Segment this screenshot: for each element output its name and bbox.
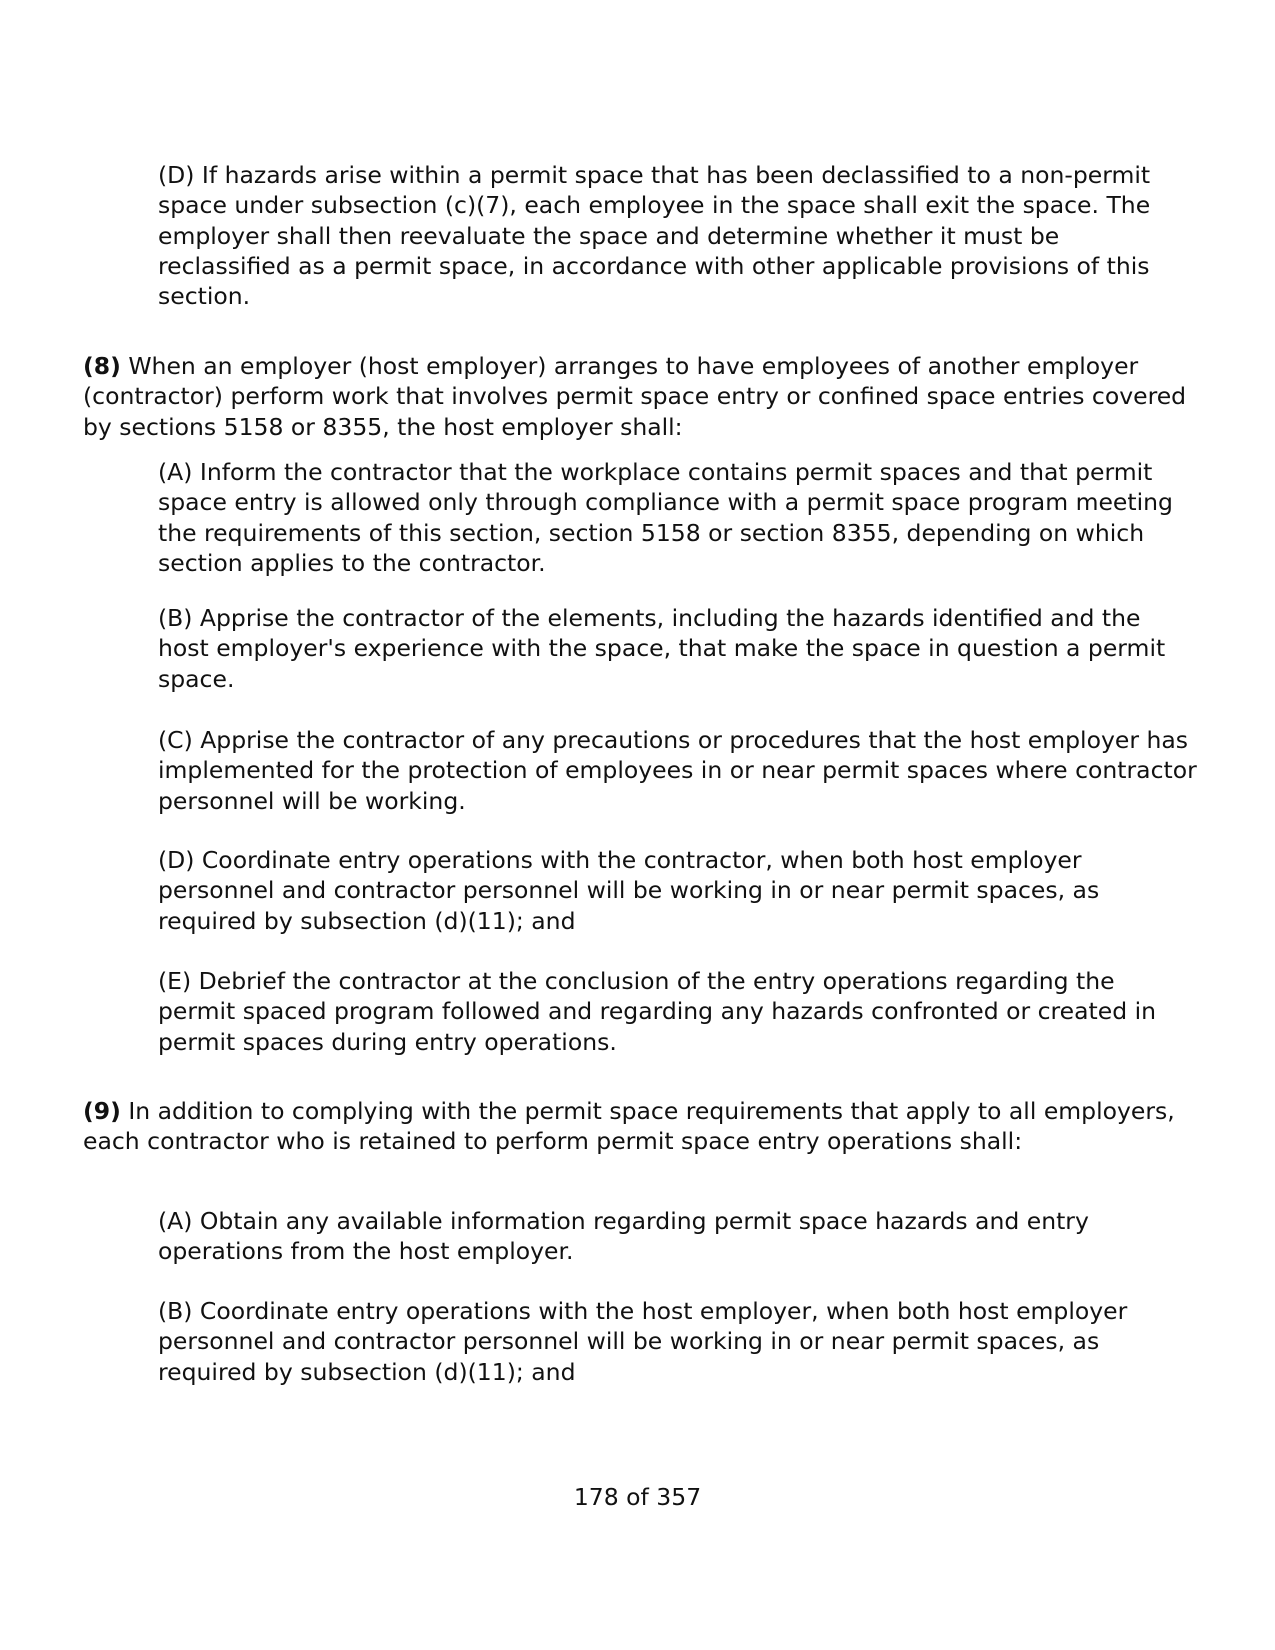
paragraph-8-marker: (8) <box>83 352 121 380</box>
paragraph-8b: (B) Apprise the contractor of the elements, including the hazards identified and the host employer's experience with the space, that make the space in question a permit space. <box>158 604 1166 693</box>
paragraph-8a: (A) Inform the contractor that the workplace contains permit spaces and that permit space entry is allowed only through compliance with a permit space program meeting the requirements of this section, section 5158 or section 8355, depending on which section applies to the contractor. <box>158 458 1173 577</box>
paragraph-9-text: In addition to complying with the permit space requirements that apply to all employers, each contractor who is retained to perform permit space entry operations shall: <box>83 1097 1175 1156</box>
paragraph-9a: (A) Obtain any available information regarding permit space hazards and entry operations from the host employer. <box>158 1207 1089 1266</box>
paragraph-8c: (C) Apprise the contractor of any precautions or procedures that the host employer has implemented for the protection of employees in or near permit spaces where contractor personnel will be working. <box>158 726 1197 815</box>
paragraph-8e: (E) Debrief the contractor at the conclusion of the entry operations regarding the permit spaced program followed and regarding any hazards confronted or created in permit spaces during entry operations. <box>158 967 1157 1056</box>
paragraph-9b: (B) Coordinate entry operations with the host employer, when both host employer personnel and contractor personnel will be working in or near permit spaces, as required by subsection (d)(11); and <box>158 1297 1128 1386</box>
paragraph-9 <box>83 1096 1198 1157</box>
paragraph-8d: (D) Coordinate entry operations with the contractor, when both host employer personnel and contractor personnel will be working in or near permit spaces, as required by subsection (d)(11); and <box>158 846 1100 935</box>
paragraph-8-text: When an employer (host employer) arranges to have employees of another employer (contractor) perform work that involves permit space entry or confined space entries covered by sections 5158 or 8355, the host employer shall: <box>83 352 1187 441</box>
paragraph-8 <box>83 351 1198 442</box>
paragraph-d-declassified: (D) If hazards arise within a permit space that has been declassified to a non-permit space under subsection (c)(7), each employee in the space shall exit the space. The employer shall then reevaluate the space and determine whether it must be reclassified as a permit space, in accordance with other applicable provisions of this section. <box>158 161 1151 311</box>
page-number: 178 of 357 <box>573 1483 702 1511</box>
paragraph-9-marker: (9) <box>83 1097 121 1125</box>
